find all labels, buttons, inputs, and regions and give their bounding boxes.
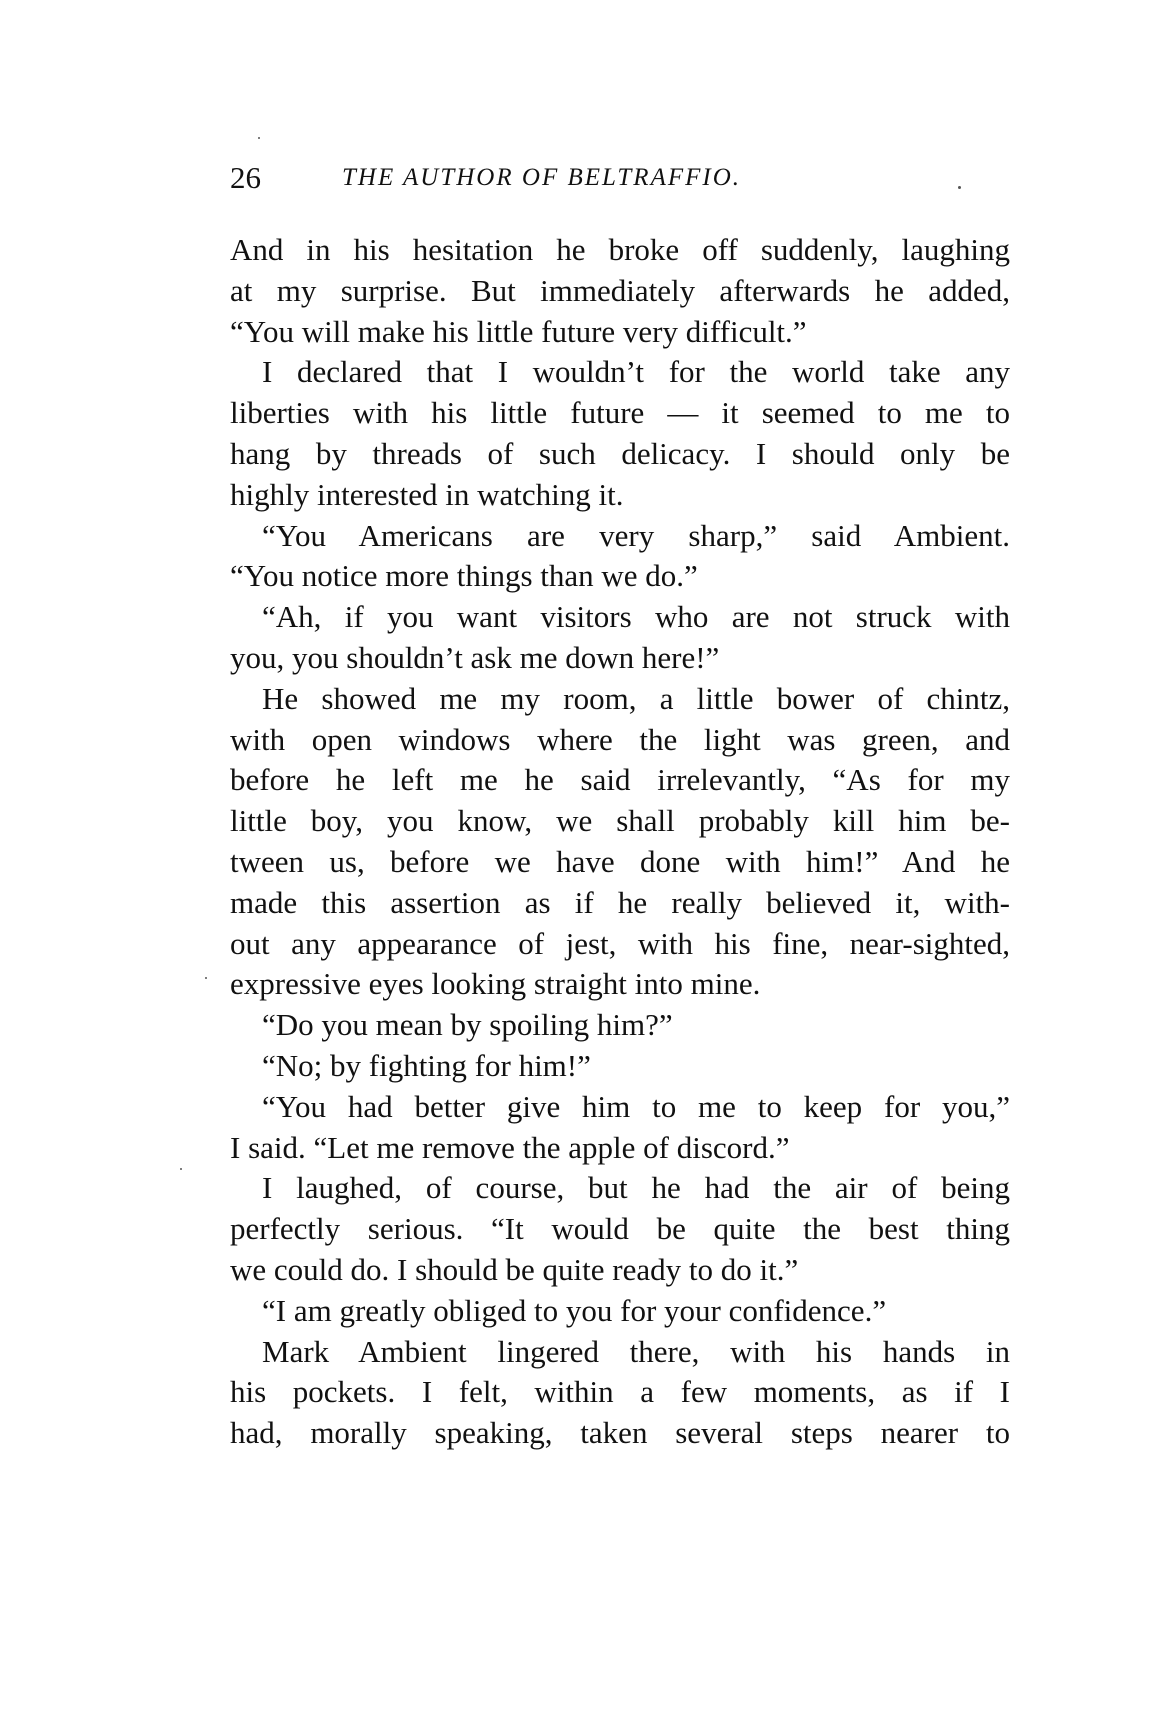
print-speck bbox=[258, 137, 260, 139]
text-line: hang by threads of such delicacy. I should only be bbox=[230, 435, 1010, 471]
print-speck bbox=[958, 186, 961, 189]
text-line: I laughed, of course, but he had the air of being bbox=[262, 1170, 1010, 1206]
text-line: Mark Ambient lingered there, with his hands in bbox=[262, 1333, 1010, 1369]
text-line: with open windows where the light was green, and bbox=[230, 721, 1010, 757]
text-line: And in his hesitation he broke off suddenly, laughing bbox=[230, 232, 1010, 267]
text-line: had, morally speaking, taken several steps nearer to bbox=[230, 1415, 1010, 1451]
text-line: “You will make his little future very difficult.” bbox=[230, 313, 807, 349]
text-line: He showed me my room, a little bower of chintz, bbox=[262, 680, 1010, 716]
text-line: at my surprise. But immediately afterwards he added, bbox=[230, 272, 1010, 308]
text-line: “Ah, if you want visitors who are not struck with bbox=[262, 599, 1010, 635]
text-line: highly interested in watching it. bbox=[230, 476, 624, 512]
text-line: little boy, you know, we shall probably kill him be- bbox=[230, 803, 1010, 839]
text-line: made this assertion as if he really believed it, with- bbox=[230, 884, 1010, 920]
text-line: liberties with his little future — it seemed to me to bbox=[230, 395, 1010, 431]
page-number: 26 bbox=[230, 160, 261, 195]
text-line: perfectly serious. “It would be quite the best thing bbox=[230, 1211, 1010, 1247]
running-head: THE AUTHOR OF BELTRAFFIO. bbox=[342, 164, 742, 191]
text-line: “No; by fighting for him!” bbox=[262, 1047, 591, 1083]
text-line: before he left me he said irrelevantly, “As for my bbox=[230, 762, 1010, 798]
print-speck bbox=[205, 977, 207, 979]
body-text bbox=[230, 230, 1010, 1454]
text-line: “Do you mean by spoiling him?” bbox=[262, 1007, 673, 1043]
page-header bbox=[230, 160, 1010, 200]
text-line: I declared that I wouldn’t for the world take any bbox=[262, 354, 1010, 390]
text-line: we could do. I should be quite ready to do it.” bbox=[230, 1251, 799, 1287]
text-line: you, you shouldn’t ask me down here!” bbox=[230, 639, 720, 675]
text-line: tween us, before we have done with him!” And he bbox=[230, 843, 1010, 879]
text-line: his pockets. I felt, within a few moments, as if I bbox=[230, 1374, 1010, 1410]
text-line: “I am greatly obliged to you for your confidence.” bbox=[262, 1292, 887, 1328]
text-line: expressive eyes looking straight into mine. bbox=[230, 966, 761, 1002]
text-line: I said. “Let me remove the apple of discord.” bbox=[230, 1129, 790, 1165]
print-speck bbox=[180, 1168, 182, 1170]
text-line: “You notice more things than we do.” bbox=[230, 558, 698, 594]
text-line: “You Americans are very sharp,” said Ambient. bbox=[262, 517, 1010, 553]
text-line: out any appearance of jest, with his fine, near-sighted, bbox=[230, 925, 1010, 961]
text-line: “You had better give him to me to keep for you,” bbox=[262, 1088, 1010, 1124]
